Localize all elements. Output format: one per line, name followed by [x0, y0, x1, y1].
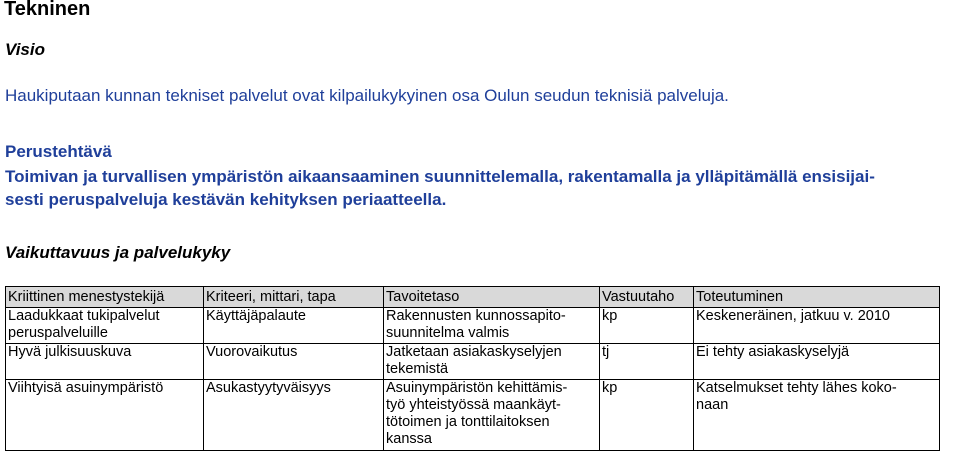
- vision-text: Haukiputaan kunnan tekniset palvelut ovat kilpailukykyinen osa Oulun seudun teknisiä palveluja.: [5, 86, 729, 105]
- vision-heading: Visio: [5, 40, 45, 59]
- header-responsible: Vastuutaho: [600, 287, 694, 308]
- cell-line: tekemistä: [386, 361, 449, 377]
- cell-criterion: [204, 380, 384, 451]
- table-row: [6, 344, 940, 380]
- cell-line: Käyttäjäpalaute: [206, 308, 306, 324]
- header-criterion: Kriteeri, mittari, tapa: [204, 287, 384, 308]
- cell-line: tj: [602, 344, 610, 360]
- cell-realization: [694, 308, 940, 344]
- table-header-row: [6, 287, 940, 308]
- cell-responsible: [600, 344, 694, 380]
- mission-heading: Perustehtävä: [5, 142, 112, 161]
- cell-line: Katselmukset tehty lähes koko-: [696, 380, 897, 396]
- cell-realization: [694, 380, 940, 451]
- cell-line: Viihtyisä asuinympäristö: [8, 380, 164, 396]
- cell-line: Asukastyytyväisyys: [206, 380, 331, 396]
- cell-factor: [6, 380, 204, 451]
- header-critical-factor: Kriittinen menestystekijä: [6, 287, 204, 308]
- page-title: Tekninen: [4, 0, 91, 20]
- cell-target: [384, 380, 600, 451]
- cell-criterion: [204, 308, 384, 344]
- cell-line: naan: [696, 397, 729, 413]
- cell-line: suunnitelma valmis: [386, 325, 510, 341]
- cell-line: tötoimen ja tonttilaitoksen: [386, 414, 550, 430]
- cell-line: Asuinympäristön kehittämis-: [386, 380, 568, 396]
- table-row: [6, 308, 940, 344]
- cell-target: [384, 344, 600, 380]
- cell-factor: [6, 308, 204, 344]
- cell-line: Rakennusten kunnossapito-: [386, 308, 566, 324]
- mission-text-line1: Toimivan ja turvallisen ympäristön aikaansaaminen suunnittelemalla, rakentamalla ja ylläpitämällä ensisijai-: [5, 167, 875, 186]
- cell-criterion: [204, 344, 384, 380]
- cell-line: kanssa: [386, 431, 432, 447]
- cell-realization: [694, 344, 940, 380]
- cell-responsible: [600, 308, 694, 344]
- kpi-table: [5, 286, 940, 451]
- mission-text-line2: sesti peruspalveluja kestävän kehityksen periaatteella.: [5, 190, 447, 209]
- cell-line: Keskeneräinen, jatkuu v. 2010: [696, 308, 891, 324]
- cell-line: Laadukkaat tukipalvelut: [8, 308, 160, 324]
- cell-line: kp: [602, 380, 618, 396]
- header-target-level: Tavoitetaso: [384, 287, 600, 308]
- cell-responsible: [600, 380, 694, 451]
- cell-line: työ yhteistyössä maankäyt-: [386, 397, 561, 413]
- cell-line: Jatketaan asiakaskyselyjen: [386, 344, 562, 360]
- effectiveness-heading: Vaikuttavuus ja palvelukyky: [5, 243, 231, 262]
- cell-line: Hyvä julkisuuskuva: [8, 344, 132, 360]
- header-realization: Toteutuminen: [694, 287, 940, 308]
- cell-line: Vuorovaikutus: [206, 344, 298, 360]
- cell-line: kp: [602, 308, 618, 324]
- table-row: [6, 380, 940, 451]
- cell-target: [384, 308, 600, 344]
- cell-factor: [6, 344, 204, 380]
- cell-line: Ei tehty asiakaskyselyjä: [696, 344, 850, 360]
- cell-line: peruspalveluille: [8, 325, 108, 341]
